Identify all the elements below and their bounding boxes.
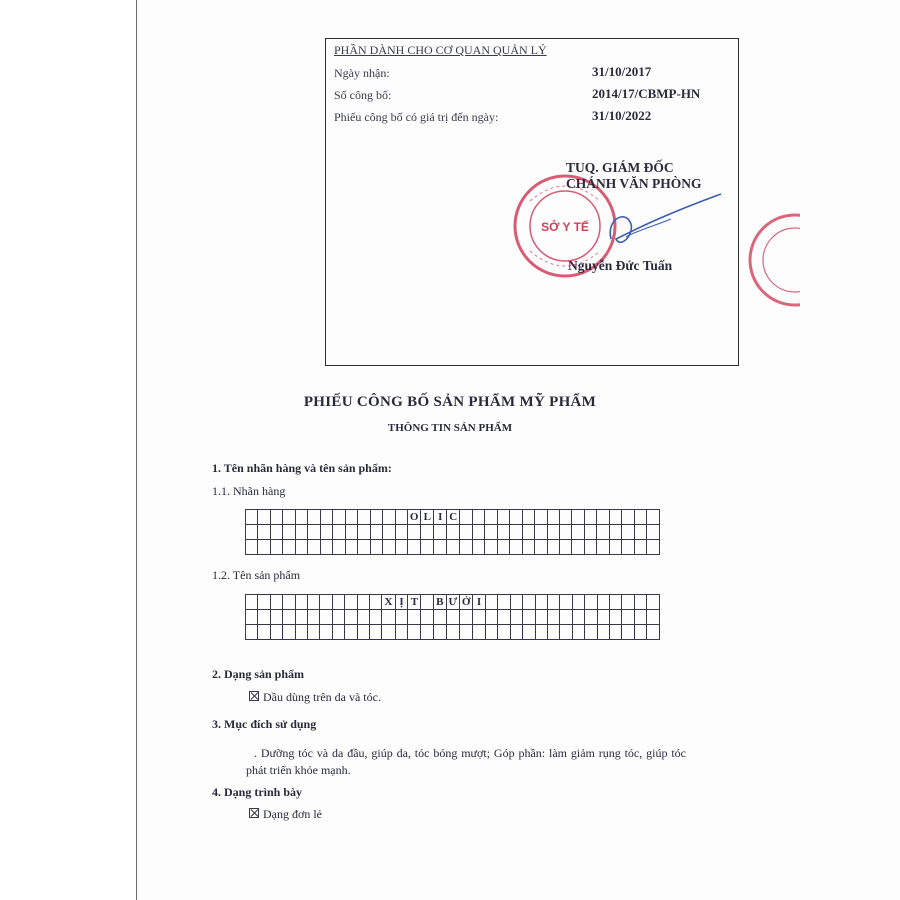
document-title: PHIẾU CÔNG BỐ SẢN PHẨM MỸ PHẨM: [303, 394, 597, 410]
brand-letter: L: [421, 510, 434, 525]
signer-name: Nguyễn Đức Tuấn: [568, 258, 673, 273]
product-grid-row: [246, 610, 660, 625]
seal-text: SỞ Y TẾ: [541, 220, 589, 234]
section-1-2-label: 1.2. Tên sản phẩm: [212, 568, 301, 582]
product-letter: I: [473, 595, 486, 610]
left-margin: [0, 0, 137, 900]
product-letter: T: [408, 595, 421, 610]
section-1-1-label: 1.1. Nhãn hàng: [212, 484, 286, 498]
product-grid-row: [246, 625, 660, 640]
received-date-value: 31/10/2017: [592, 64, 652, 79]
brand-grid-row: [246, 510, 660, 525]
product-letter: Ư: [446, 595, 459, 610]
valid-until-label: Phiếu công bố có giá trị đến ngày:: [334, 110, 499, 124]
brand-letter: I: [434, 510, 447, 525]
brand-letter: O: [408, 510, 421, 525]
product-grid: [245, 594, 660, 640]
checked-box-icon: [249, 691, 259, 701]
section-2-heading: 2. Dạng sản phẩm: [212, 667, 305, 681]
section-4-heading: 4. Dạng trình bày: [212, 785, 303, 799]
brand-grid-row: [246, 525, 660, 540]
valid-until-value: 31/10/2022: [592, 108, 652, 123]
sign-title-1: TUQ. GIÁM ĐỐC: [566, 160, 674, 175]
received-date-label: Ngày nhận:: [334, 66, 390, 80]
brand-letter: C: [447, 510, 460, 525]
section-1-heading: 1. Tên nhãn hàng và tên sản phẩm:: [212, 461, 392, 475]
product-grid-row: [246, 595, 660, 610]
product-letter: [421, 595, 433, 610]
number-label: Số công bố:: [334, 88, 392, 102]
presentation-option: [249, 807, 322, 822]
product-letter: Ị: [395, 595, 408, 610]
partial-seal-icon: [740, 205, 800, 315]
admin-section-box: [325, 38, 739, 366]
brand-grid: [245, 509, 660, 555]
product-form-option: [249, 690, 381, 705]
product-letter: Ở: [460, 595, 473, 610]
product-letter: B: [433, 595, 446, 610]
product-letter: X: [382, 595, 395, 610]
brand-grid-row: [246, 540, 660, 555]
signature-icon: [596, 179, 726, 259]
number-value: 2014/17/CBMP-HN: [592, 86, 701, 101]
checked-box-icon: [249, 808, 259, 818]
document-subtitle: THÔNG TIN SẢN PHẨM: [387, 422, 513, 434]
presentation-text: Dạng đơn lẻ: [263, 807, 322, 821]
product-form-text: Dầu dùng trên da và tóc.: [263, 690, 381, 704]
purpose-text: . Dưỡng tóc và da đầu, giúp da, tóc bóng mượt; Góp phần: làm giảm rụng tóc, giúp tóc phát triển khỏe mạnh.: [246, 746, 686, 777]
admin-section-title: PHẦN DÀNH CHO CƠ QUAN QUẢN LÝ: [334, 43, 547, 57]
section-3-heading: 3. Mục đích sử dụng: [212, 717, 317, 731]
sign-title-2: CHÁNH VĂN PHÒNG: [566, 176, 702, 191]
